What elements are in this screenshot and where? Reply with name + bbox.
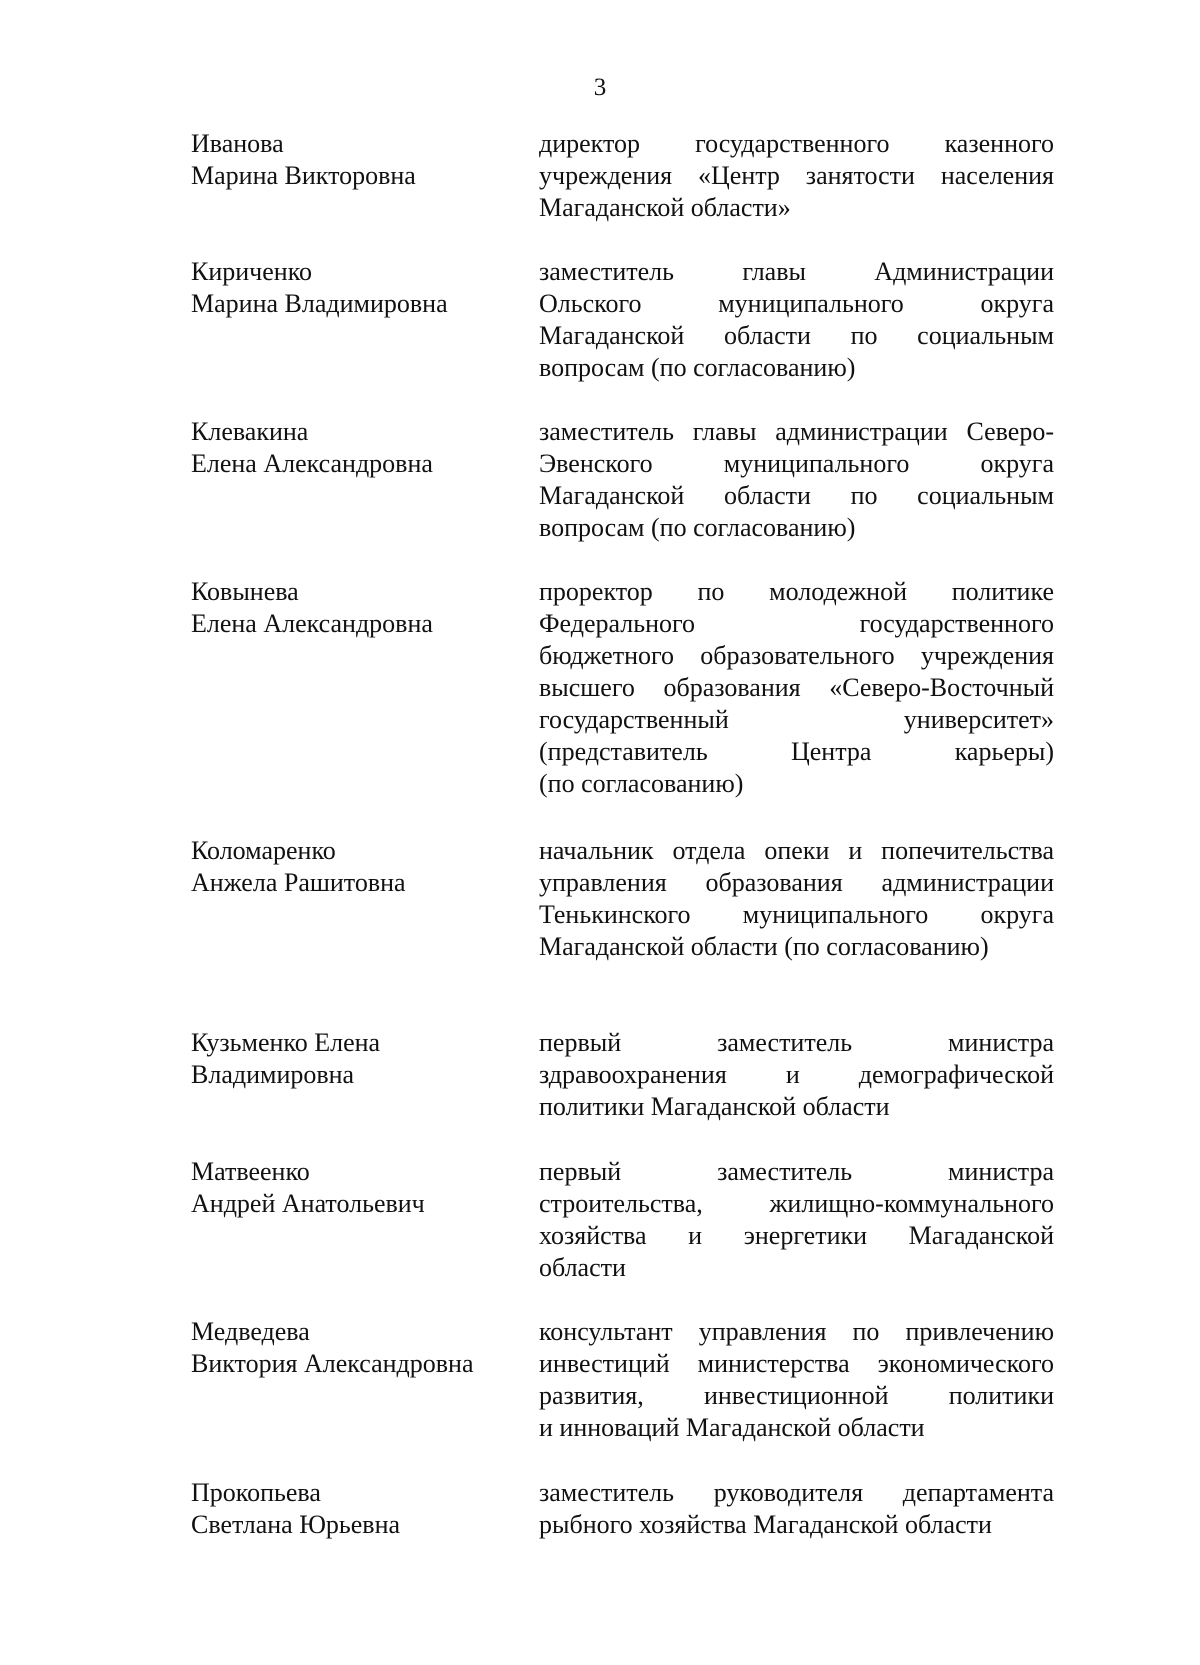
member-position-line: первый заместитель министра — [539, 1157, 1054, 1186]
member-position-line: хозяйства и энергетики Магаданской — [539, 1221, 1054, 1250]
member-position-line: начальник отдела опеки и попечительства — [539, 836, 1054, 865]
member-name-line: Кузьменко Елена — [191, 1028, 381, 1057]
member-name-line: Кириченко — [191, 257, 313, 286]
member-position-line: заместитель руководителя департамента — [539, 1478, 1054, 1507]
member-position-line: строительства, жилищно-коммунального — [539, 1189, 1054, 1218]
member-name-line: Иванова — [191, 129, 284, 158]
member-name-line: Андрей Анатольевич — [191, 1189, 425, 1218]
member-position-line: Магаданской области по социальным — [539, 321, 1054, 350]
member-name-line: Елена Александровна — [191, 609, 433, 638]
member-name-line: Виктория Александровна — [191, 1349, 474, 1378]
member-position-line: вопросам (по согласованию) — [539, 353, 856, 382]
member-position-line: Магаданской области по социальным — [539, 481, 1054, 510]
member-position-line: директор государственного казенного — [539, 129, 1054, 158]
member-position-line: высшего образования «Северо-Восточный — [539, 673, 1054, 702]
member-position-line: учреждения «Центр занятости населения — [539, 161, 1054, 190]
member-position-line: консультант управления по привлечению — [539, 1317, 1054, 1346]
member-position-line: Тенькинского муниципального округа — [539, 900, 1054, 929]
member-position-line: Эвенского муниципального округа — [539, 449, 1054, 478]
member-position-line: Магаданской области» — [539, 193, 791, 222]
member-position-line: и инноваций Магаданской области — [539, 1413, 925, 1442]
member-position-line: проректор по молодежной политике — [539, 577, 1054, 606]
member-position-line: бюджетного образовательного учреждения — [539, 641, 1054, 670]
member-position-line: государственный университет» — [539, 705, 1054, 734]
page-number: 3 — [593, 74, 607, 101]
member-position-line: Федерального государственного — [539, 609, 1054, 638]
member-name-line: Прокопьева — [191, 1478, 321, 1507]
member-name-line: Медведева — [191, 1317, 310, 1346]
member-name-line: Ковынева — [191, 577, 299, 606]
member-position-line: первый заместитель министра — [539, 1028, 1054, 1057]
member-position-line: Магаданской области (по согласованию) — [539, 932, 989, 961]
member-name-line: Елена Александровна — [191, 449, 433, 478]
member-position-line: области — [539, 1253, 626, 1282]
member-position-line: развития, инвестиционной политики — [539, 1381, 1054, 1410]
member-position-line: инвестиций министерства экономического — [539, 1349, 1054, 1378]
member-name-line: Клевакина — [191, 417, 309, 446]
member-position-line: вопросам (по согласованию) — [539, 513, 856, 542]
member-position-line: здравоохранения и демографической — [539, 1060, 1054, 1089]
member-name-line: Владимировна — [191, 1060, 355, 1089]
member-position-line: Ольского муниципального округа — [539, 289, 1054, 318]
member-position-line: (представитель Центра карьеры) — [539, 737, 1054, 766]
member-position-line: заместитель главы Администрации — [539, 257, 1054, 286]
member-name-line: Марина Викторовна — [191, 161, 416, 190]
member-position-line: заместитель главы администрации Северо- — [539, 417, 1054, 446]
member-name-line: Светлана Юрьевна — [191, 1510, 401, 1539]
member-name-line: Анжела Рашитовна — [191, 868, 406, 897]
member-name-line: Коломаренко — [191, 836, 336, 865]
member-position-line: (по согласованию) — [539, 769, 744, 798]
member-position-line: управления образования администрации — [539, 868, 1054, 897]
member-name-line: Марина Владимировна — [191, 289, 448, 318]
member-position-line: рыбного хозяйства Магаданской области — [539, 1510, 992, 1539]
member-name-line: Матвеенко — [191, 1157, 310, 1186]
member-position-line: политики Магаданской области — [539, 1092, 890, 1121]
